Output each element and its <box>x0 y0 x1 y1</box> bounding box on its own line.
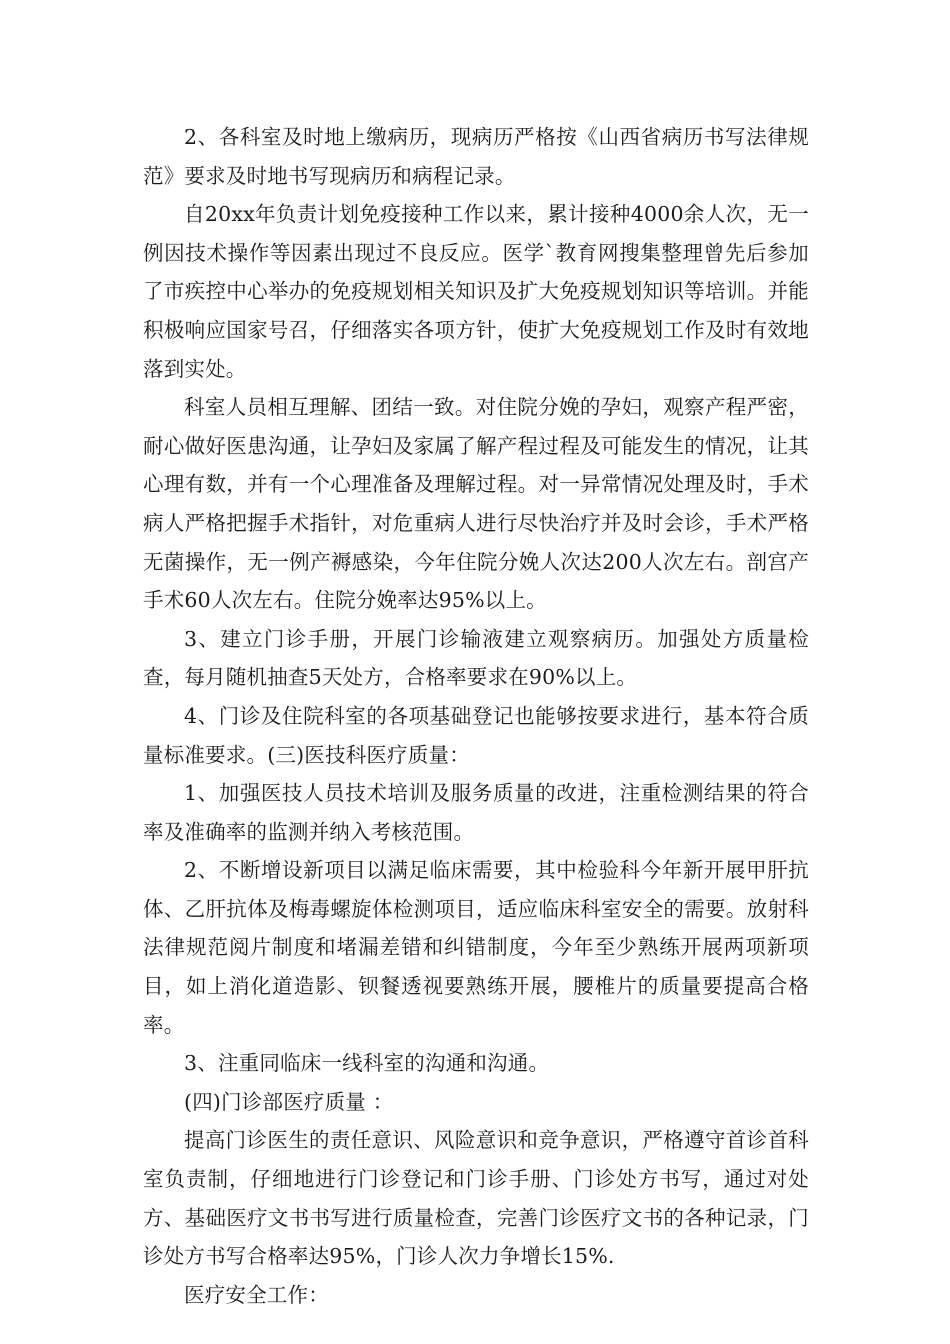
paragraph-immunization: 自20xx年负责计划免疫接种工作以来，累计接种4000余人次，无一例因技术操作等因素出现过不良反应。医学`教育网搜集整理曾先后参加了市疾控中心举办的免疫规划相关知识及扩大免疫规划知识等培训。并能积极响应国家号召，仔细落实各项方针，使扩大免疫规划工作及时有效地落到实处。 <box>143 202 809 381</box>
paragraph-medical-records: 2、各科室及时地上缴病历，现病历严格按《山西省病历书写法律规范》要求及时地书写现病历和病程记录。 <box>143 125 809 188</box>
paragraph-new-projects: 2、不断增设新项目以满足临床需要，其中检验科今年新开展甲肝抗体、乙肝抗体及梅毒螺旋体检测项目，适应临床科室安全的需要。放射科法律规范阅片制度和堵漏差错和纠错制度，今年至少熟练开展两项新项目，如上消化道造影、钡餐透视要熟练开展，腰椎片的质量要提高合格率。 <box>143 858 809 1037</box>
paragraph-obstetrics: 科室人员相互理解、团结一致。对住院分娩的孕妇，观察产程严密，耐心做好医患沟通，让孕妇及家属了解产程过程及可能发生的情况，让其心理有数，并有一个心理准备及理解过程。对一异常情况处理及时，手术病人严格把握手术指针，对危重病人进行尽快治疗并及时会诊，手术严格无菌操作，无一例产褥感染，今年住院分娩人次达200人次左右。剖宫产手术60人次左右。住院分娩率达95%以上。 <box>143 395 809 613</box>
section-heading-medical-safety: 医疗安全工作： <box>184 1282 329 1307</box>
paragraph-technician-training: 1、加强医技人员技术培训及服务质量的改进，注重检测结果的符合率及准确率的监测并纳入考核范围。 <box>143 781 809 844</box>
paragraph-outpatient-handbook: 3、建立门诊手册，开展门诊输液建立观察病历。加强处方质量检查，每月随机抽查5天处方，合格率要求在90%以上。 <box>143 626 809 690</box>
section-heading-outpatient-quality: (四)门诊部医疗质量 ： <box>184 1089 394 1114</box>
paragraph-communication: 3、注重同临床一线科室的沟通和沟通。 <box>184 1051 550 1076</box>
paragraph-registration: 4、门诊及住院科室的各项基础登记也能够按要求进行，基本符合质量标准要求。(三)医技科医疗质量： <box>143 703 809 767</box>
document-body <box>143 118 809 1314</box>
paragraph-outpatient-responsibility: 提高门诊医生的责任意识、风险意识和竞争意识，严格遵守首诊首科室负责制，仔细地进行门诊登记和门诊手册、门诊处方书写，通过对处方、基础医疗文书书写进行质量检查，完善门诊医疗文书的各种记录，门诊处方书写合格率达95%，门诊人次力争增长15%. <box>143 1128 809 1269</box>
